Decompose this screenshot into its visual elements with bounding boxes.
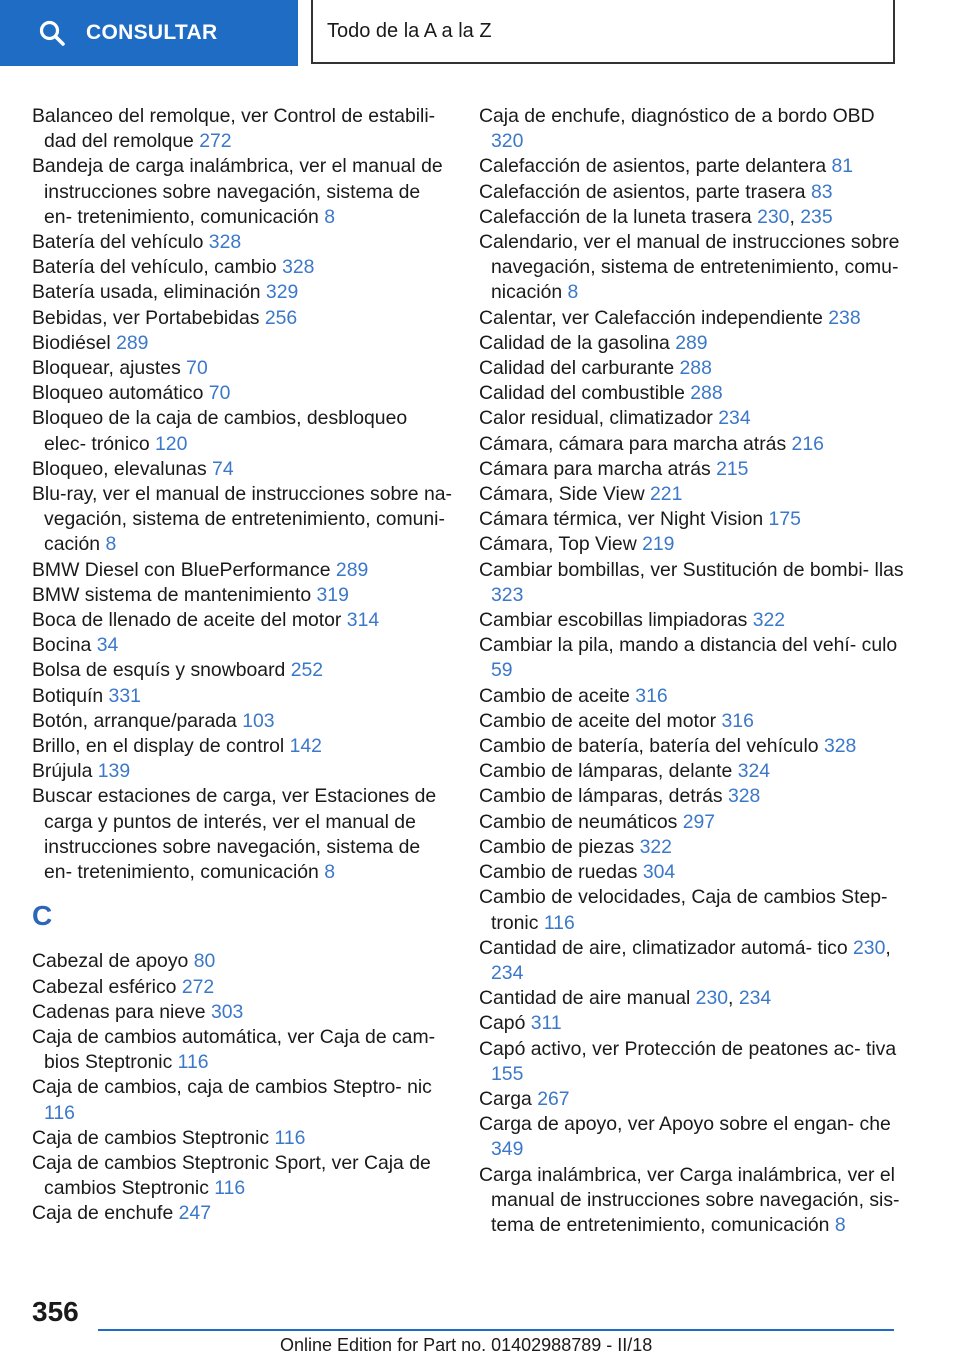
index-entry-text: Boca de llenado de aceite del motor [32,609,347,632]
edition-text: Online Edition for Part no. 01402988789 - II/18 [280,1335,653,1355]
index-entry [479,104,904,154]
index-entry-text: Botón, arranque/parada [32,709,243,732]
page-link[interactable]: 81 [831,155,854,178]
consultar-button[interactable] [0,0,298,66]
page-link[interactable]: 328 [823,735,857,758]
page-link[interactable]: 216 [791,432,824,455]
page-link[interactable]: 139 [97,760,131,783]
index-entry-text: Cambio de neumáticos [479,810,683,833]
index-entry-text: Caja de cambios Steptronic [32,1126,275,1149]
page-link[interactable]: 116 [274,1126,306,1149]
index-entry-text: Cambio de aceite del motor [479,709,722,732]
index-entry-text: Batería usada, eliminación [32,281,266,304]
index-entry [32,406,452,456]
index-entry-text: Batería del vehículo [32,231,209,254]
page-link[interactable]: 219 [642,533,675,556]
page-link[interactable]: 328 [282,256,315,279]
page-link[interactable]: 175 [768,508,801,531]
index-entry [479,860,904,885]
index-entry [479,835,904,860]
page-link[interactable]: 314 [346,609,380,632]
page-link[interactable]: 230 [695,987,729,1010]
page-link[interactable]: 8 [324,861,336,884]
page-link[interactable]: 289 [675,331,708,354]
page-link[interactable]: 288 [679,357,712,380]
index-entry [32,949,452,974]
index-entry-text: Botiquín [32,684,109,707]
index-entry [32,1126,452,1151]
index-entry-text: Capó activo, ver Protección de peatones ac- tiva [479,1037,897,1060]
index-entry [32,104,452,154]
index-entry-text: Carga de apoyo, ver Apoyo sobre el engan- che [479,1113,891,1136]
index-entry-text: Cambio de lámparas, detrás [479,785,728,808]
page-link[interactable]: 215 [716,457,749,480]
page-link[interactable]: 272 [181,975,215,998]
index-entry [32,658,452,683]
index-entry [479,1163,904,1239]
index-entry [32,306,452,331]
index-entry-text: Cambio de lámparas, delante [479,760,738,783]
index-entry-text: Calefacción de asientos, parte trasera [479,180,811,203]
index-entry-text: Cantidad de aire manual [479,987,696,1010]
index-entry-text: Caja de cambios, caja de cambios Steptro- nic [32,1076,432,1099]
page-link[interactable]: 234 [491,961,524,984]
page-link[interactable]: 289 [335,558,369,581]
page-link[interactable]: 120 [155,432,188,455]
page-link[interactable]: 289 [116,331,149,354]
page-number: 356 [32,1296,79,1327]
index-entry: Cantidad de aire, climatizador automá- tico 230, 234 [479,936,891,984]
page-link[interactable]: 103 [242,709,275,732]
index-entry [32,1075,452,1125]
page-link[interactable]: 252 [290,659,324,682]
page-link[interactable]: 349 [491,1138,524,1161]
page-link[interactable]: 272 [199,130,232,153]
page-link[interactable]: 8 [567,281,579,304]
index-entry-text: Calendario, ver el manual de instrucciones sobre navegación, sistema de entretenimiento, comu- nicación [479,231,900,304]
page-link[interactable]: 304 [642,861,676,884]
index-entry-text: Calor residual, climatizador [479,407,719,430]
index-entry-text: Cabezal de apoyo [32,950,194,973]
index-entry-text: Capó [479,1012,531,1035]
index-entry-text: Calidad de la gasolina [479,331,676,354]
page-link[interactable]: 70 [186,357,208,380]
index-entry-text: Cámara para marcha atrás [479,457,717,480]
page-link[interactable]: 328 [208,231,242,254]
index-entry-text: Bebidas, ver Portabebidas [32,306,265,329]
index-entry-text: Blu-ray, ver el manual de instrucciones sobre na- vegación, sistema de entretenimiento, comuni- cación [32,483,452,556]
index-entry-text: Cambiar bombillas, ver Sustitución de bombi- llas [479,558,904,581]
index-entry [479,608,904,633]
index-entry [479,1037,904,1087]
index-entry [479,709,904,734]
index-entry [32,356,452,381]
page-link[interactable]: 238 [828,306,861,329]
page-link[interactable]: 297 [682,810,716,833]
page-link[interactable]: 322 [639,835,672,858]
index-entry [32,280,452,305]
index-entry [479,633,904,683]
index-letter-heading: C [32,900,53,932]
index-entry-text: Buscar estaciones de carga, ver Estaciones de carga y puntos de interés, ver el manual de instrucciones sobre navegación, sistema de en- tretenimiento, comunicación [32,785,437,884]
index-entry [32,784,452,885]
index-entry [32,759,452,784]
index-entry [479,381,904,406]
index-entry [32,1025,452,1075]
page-link[interactable]: 311 [530,1012,562,1035]
index-entry-text: BMW sistema de mantenimiento [32,583,317,606]
index-entry [32,684,452,709]
page-link[interactable]: 322 [752,609,786,632]
index-entry [32,975,452,1000]
index-entry-text: Brújula [32,760,98,783]
index-entry [32,1201,452,1226]
page-link[interactable]: 34 [96,634,119,657]
index-entry-text: Caja de enchufe, diagnóstico de a bordo OBD [479,105,875,127]
index-entry [479,482,904,507]
index-entry [32,331,452,356]
index-entry-text: Caja de cambios Steptronic Sport, ver Caja de cambios Steptronic [32,1151,431,1200]
index-entry [479,154,904,179]
index-entry [479,558,904,608]
page-link[interactable]: 234 [718,407,751,430]
index-entry [479,432,904,457]
index-entry-text: Calidad del carburante [479,357,680,380]
page-link[interactable]: 142 [289,735,322,758]
index-entry-text: Cambiar la pila, mando a distancia del vehí- culo [479,634,898,657]
index-entry [479,1112,904,1162]
index-entry [479,532,904,557]
index-entry-text: Carga [479,1087,538,1110]
index-entry-text: Batería del vehículo, cambio [32,256,283,279]
page-link[interactable]: 323 [491,583,524,606]
index-entry [479,684,904,709]
index-entry-text: Calidad del combustible [479,382,691,405]
page-link[interactable]: 8 [105,533,117,556]
page-link[interactable]: 83 [810,180,833,203]
index-entry-text: Cámara térmica, ver Night Vision [479,508,769,531]
index-entry-text: Cámara, Top View [479,533,643,556]
search-icon [38,19,66,47]
index-entry: Calefacción de la luneta trasera 230, 235 [479,205,833,228]
page-link[interactable]: 221 [650,483,683,506]
page-link[interactable]: 74 [212,457,234,480]
index-entry [32,255,452,280]
page-link[interactable]: 116 [543,911,575,934]
index-entry-text: Bloqueo automático [32,382,209,405]
index-entry-text: Balanceo del remolque, ver Control de estabili- dad del remolque [32,105,436,153]
page-link[interactable]: 8 [834,1213,846,1236]
page-link[interactable]: 319 [316,583,349,606]
page-link[interactable]: 316 [635,684,668,707]
index-entry [479,759,904,784]
index-entry [32,482,452,558]
index-entry [32,734,452,759]
page-link[interactable]: 116 [177,1051,209,1074]
index-entry [479,784,904,809]
page-link[interactable]: 80 [193,950,216,973]
page-link[interactable]: 155 [491,1062,524,1085]
index-entry-text: Cantidad de aire, climatizador automá- tico [479,936,853,959]
index-entry [479,507,904,532]
index-entry-text: Caja de cambios automática, ver Caja de cam- bios Steptronic [32,1025,436,1074]
index-entry [32,381,452,406]
page-link[interactable]: 329 [265,281,299,304]
index-entry [32,1151,452,1201]
page-link[interactable]: 288 [690,382,723,405]
page-link[interactable]: 234 [738,987,772,1010]
index-entry-text: Caja de enchufe [32,1202,179,1225]
page-link[interactable]: 235 [800,205,833,228]
index-entry [479,457,904,482]
index-entry [479,1087,904,1112]
index-entry-text: Calefacción de la luneta trasera [479,205,758,228]
index-entry [479,810,904,835]
page-link[interactable]: 324 [737,760,771,783]
index-entry [32,709,452,734]
page-link[interactable]: 267 [537,1087,570,1110]
page-link[interactable]: 256 [264,306,298,329]
index-entry-text: Cámara, cámara para marcha atrás [479,432,792,455]
section-title-box [311,0,895,64]
index-entry [479,734,904,759]
index-entry [479,1011,904,1036]
index-entry-text: Bocina [32,634,97,657]
index-entry [479,885,904,935]
index-entry [32,230,452,255]
index-entry [32,608,452,633]
page-link[interactable]: 331 [108,684,141,707]
index-entry-text: Cámara, Side View [479,483,651,506]
page-link[interactable]: 59 [491,659,513,682]
index-entry-text: Calefacción de asientos, parte delantera [479,155,832,178]
index-entry [32,457,452,482]
index-entry [479,180,904,205]
index-entry-text: Cadenas para nieve [32,1000,211,1023]
index-entry: Cantidad de aire manual 230, 234 [479,987,772,1010]
index-column-right [479,104,904,1238]
index-entry [32,558,452,583]
index-entry-text: Cambio de aceite [479,684,636,707]
page-link[interactable]: 230 [853,936,886,959]
index-entry-text: Cambio de ruedas [479,861,643,884]
index-entry-text: Cambio de batería, batería del vehículo [479,735,824,758]
index-entry [32,583,452,608]
page-link[interactable]: 316 [721,709,754,732]
index-entry [32,633,452,658]
index-entry-text: Bandeja de carga inalámbrica, ver el manual de instrucciones sobre navegación, sistema de en- tretenimiento, comunicación [32,155,443,228]
page-link[interactable]: 320 [491,130,524,153]
page-link[interactable]: 247 [178,1202,211,1225]
section-title: Todo de la A a la Z [327,19,492,42]
index-entry-text: Cambio de piezas [479,835,640,858]
index-entry [479,230,904,306]
index-entry-text: Calentar, ver Calefacción independiente [479,306,829,329]
footer-divider [98,1329,894,1331]
index-entry [32,154,452,230]
page-link[interactable]: 328 [727,785,761,808]
page-link[interactable]: 8 [324,205,336,228]
index-entry [479,331,904,356]
index-entry-text: Bloqueo de la caja de cambios, desbloqueo elec- trónico [32,407,408,455]
header [0,0,960,66]
index-entry [479,406,904,431]
index-column-left [32,104,452,1227]
index-entry-text: Biodiésel [32,331,117,354]
index-entry-text: Cabezal esférico [32,975,182,998]
index-entry-text: Bloqueo, elevalunas [32,457,213,480]
page-link[interactable]: 230 [757,205,790,228]
page-link[interactable]: 116 [214,1177,246,1200]
index-entry-text: Carga inalámbrica, ver Carga inalámbrica, ver el manual de instrucciones sobre navegación, sis- tema de entretenimiento, comunicación [479,1163,900,1236]
index-entry-text: Bolsa de esquís y snowboard [32,659,291,682]
index-entry [479,356,904,381]
index-entry-text: Cambio de velocidades, Caja de cambios Step- tronic [479,886,888,934]
index-entry [32,1000,452,1025]
page-link[interactable]: 70 [208,382,231,405]
index-entry-text: BMW Diesel con BluePerformance [32,558,336,581]
index-entry-text: Brillo, en el display de control [32,735,290,758]
index-entry [479,306,904,331]
index-entry-text: Cambiar escobillas limpiadoras [479,609,753,632]
page-link[interactable]: 116 [44,1101,75,1124]
index-entry-text: Bloquear, ajustes [32,357,187,380]
page-link[interactable]: 303 [210,1000,244,1023]
consultar-label: CONSULTAR [86,21,218,44]
